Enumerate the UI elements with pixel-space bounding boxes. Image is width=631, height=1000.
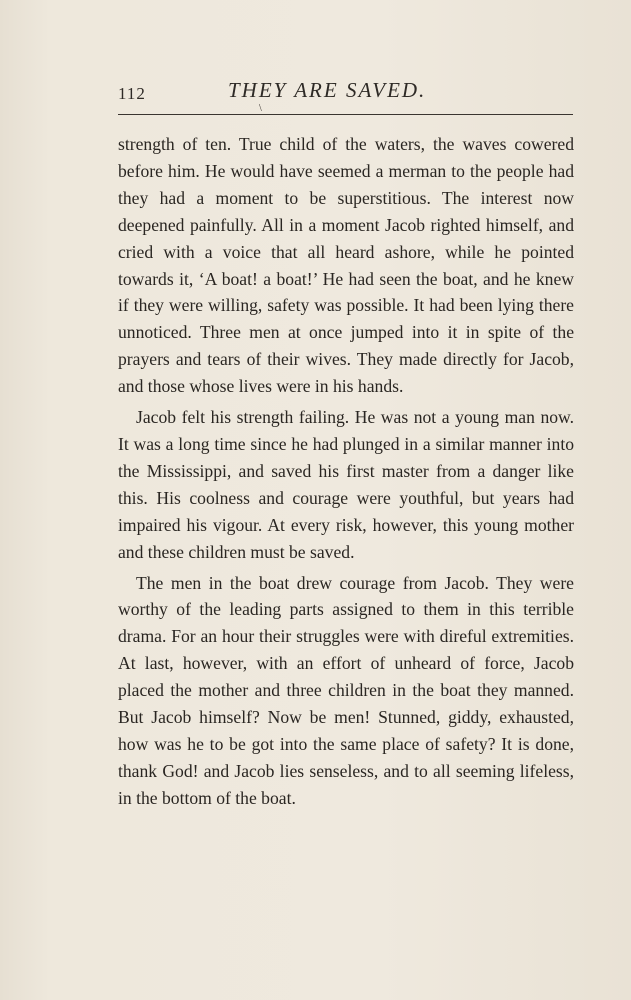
page-number: 112 <box>118 84 146 103</box>
page-header <box>118 78 574 106</box>
body-text <box>118 131 574 812</box>
print-speck: \ <box>259 103 262 114</box>
paragraph-2: Jacob felt his strength failing. He was not a young man now. It was a long time since he had plunged in a similar manner into the Mississippi, and saved his first master from a danger like this. His coolness and courage were youthful, but years had impaired his vigour. At every risk, however, this young mother and these children must be saved. <box>118 407 574 562</box>
header-rule <box>118 114 573 115</box>
paragraph-1: strength of ten. True child of the waters, the waves cowered before him. He would have seemed a merman to the people had they had a moment to be superstitious. The interest now deepened painfully. All in a moment Jacob righted himself, and cried with a voice that all heard ashore, while he pointed towards it, ‘A boat! a boat!’ He had seen the boat, and he knew if they were willing, safety was possible. It had been lying there unnoticed. Three men at once jumped into it in spite of the prayers and tears of their wives. They made directly for Jacob, and those whose lives were in his hands. <box>118 134 574 397</box>
running-title: THEY ARE SAVED. <box>228 78 427 102</box>
paragraph-3: The men in the boat drew courage from Jacob. They were worthy of the leading parts assigned to them in this terrible drama. For an hour their struggles were with direful extremities. At last, however, with an effort of unheard of force, Jacob placed the mother and three children in the boat they manned. But Jacob himself? Now be men! Stunned, giddy, exhausted, how was he to be got into the same place of safety? It is done, thank God! and Jacob lies senseless, and to all seeming lifeless, in the bottom of the boat. <box>118 572 574 808</box>
